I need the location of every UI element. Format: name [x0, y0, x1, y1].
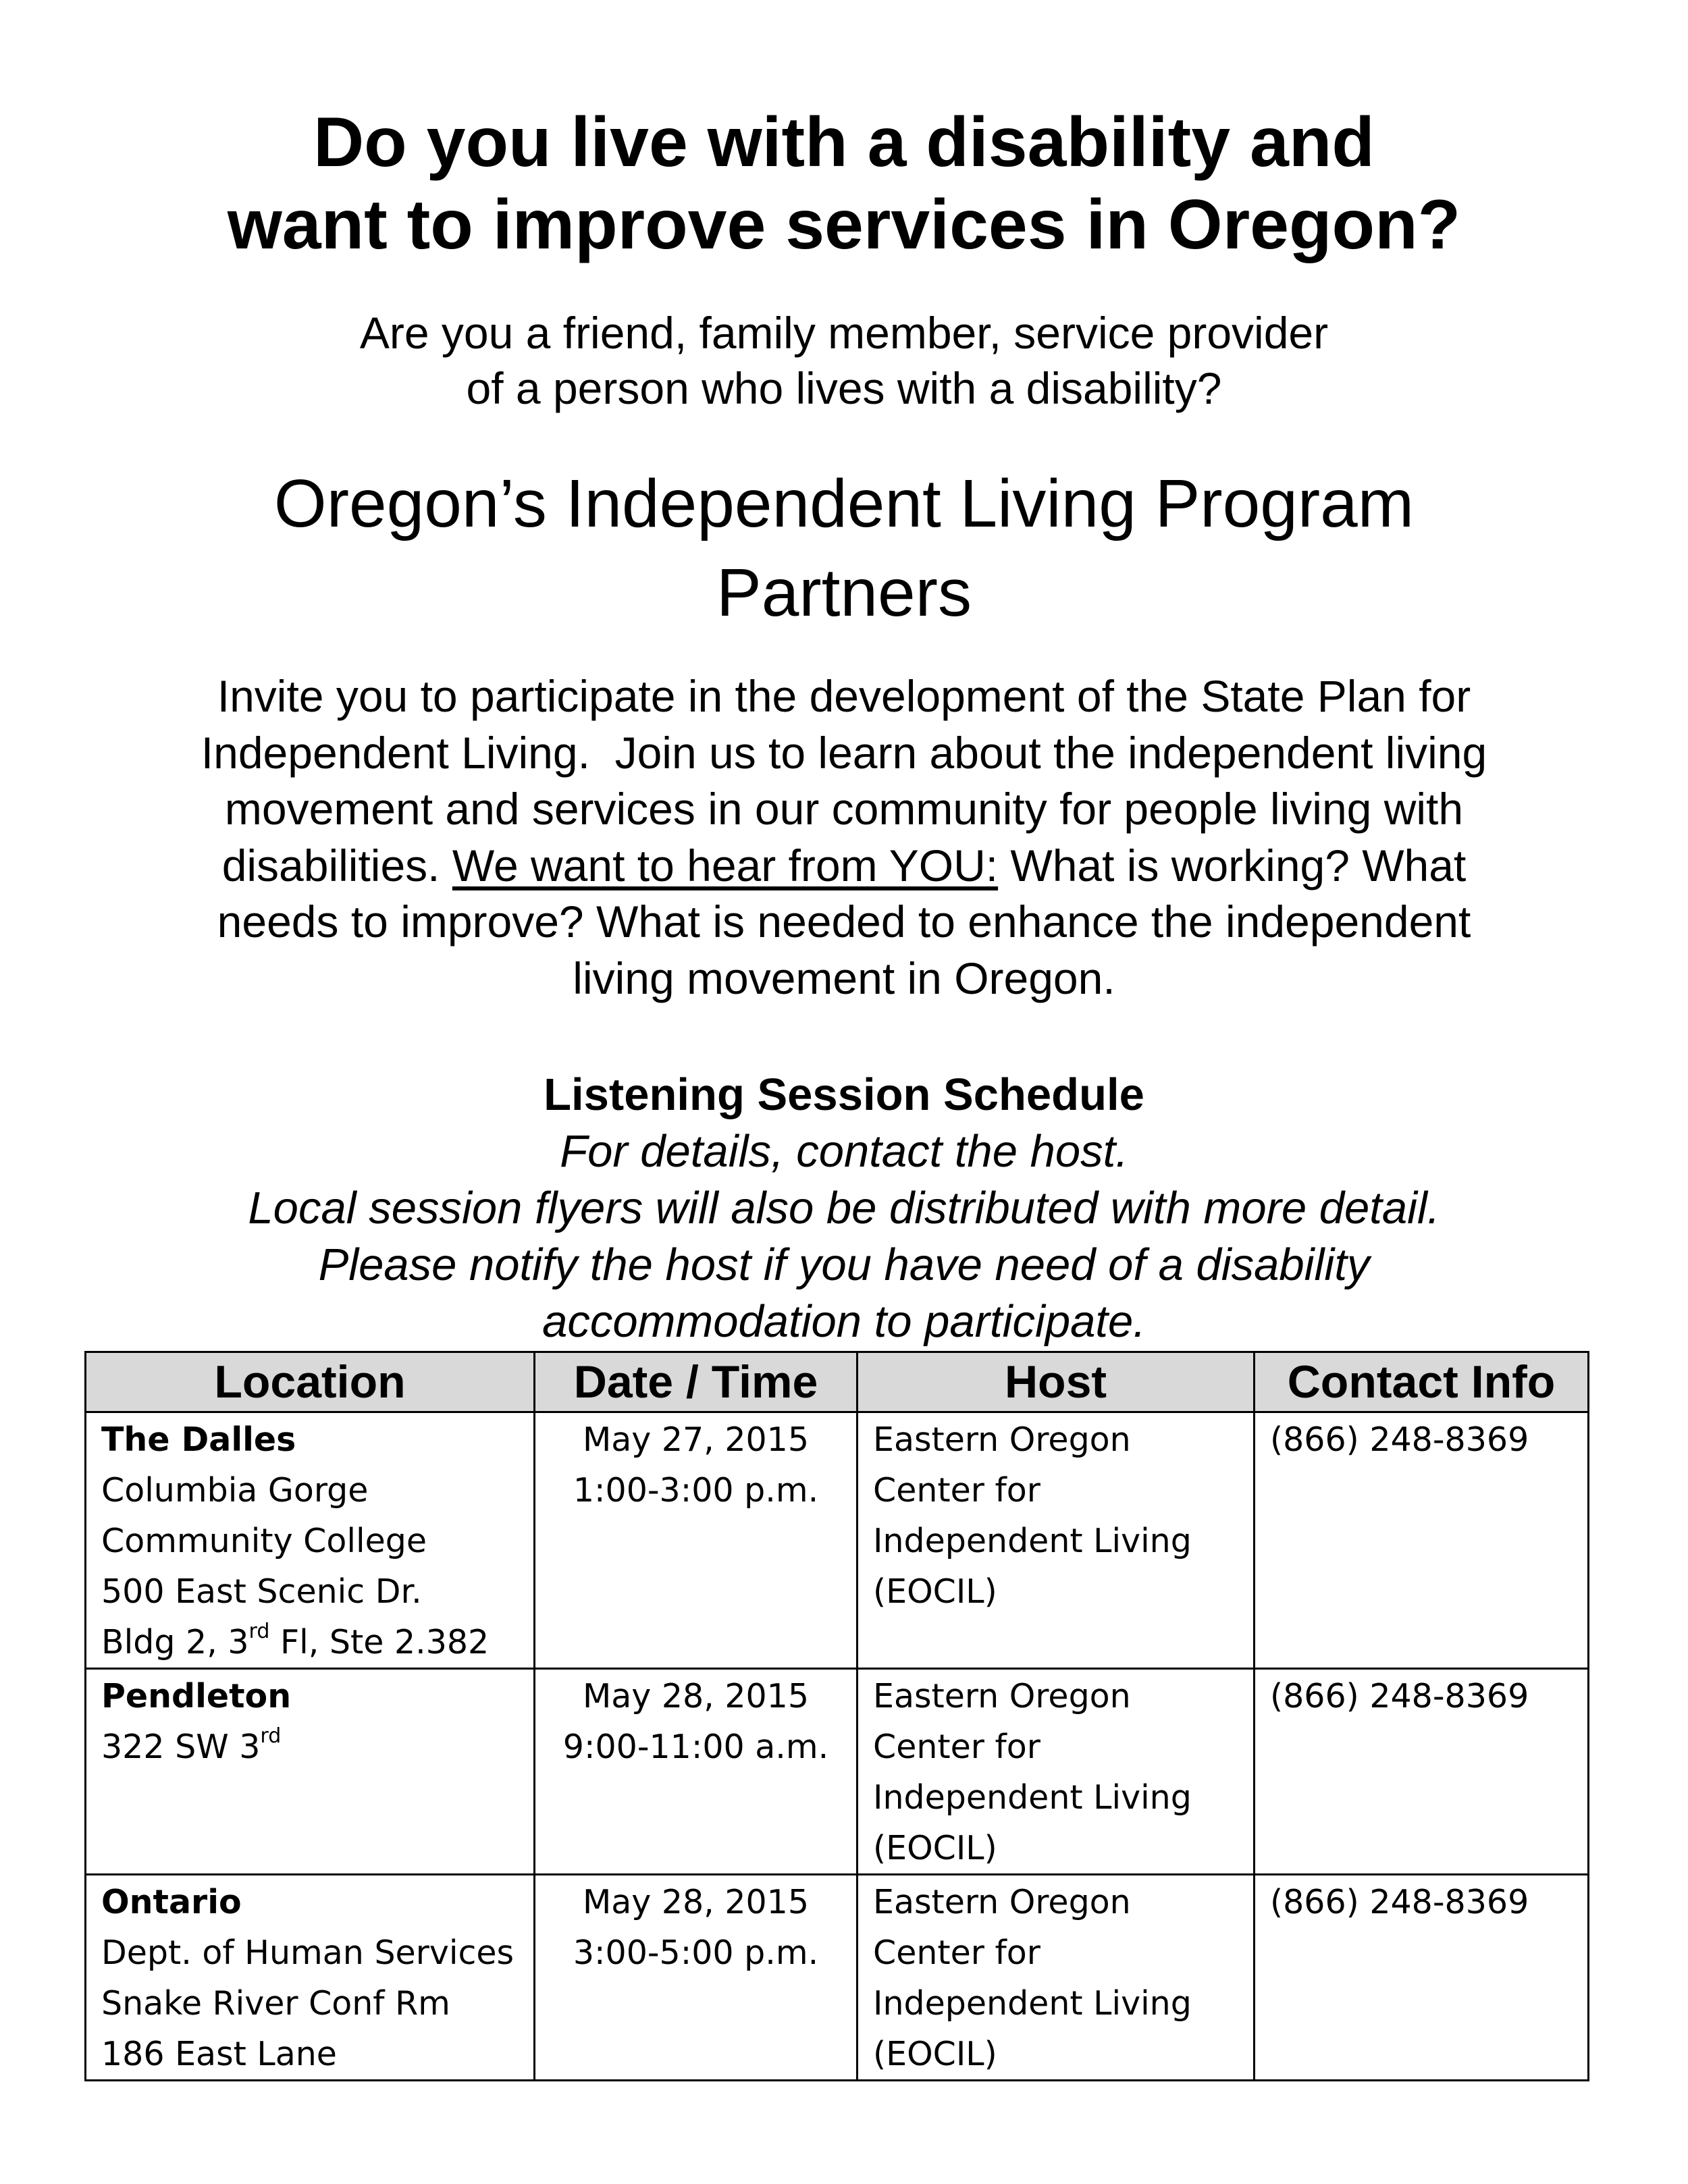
- address-text: Fl, Ste 2.382: [269, 1623, 490, 1661]
- sub-question-line-2: of a person who lives with a disability?: [466, 363, 1222, 413]
- host-line: Center for: [873, 1934, 1040, 1972]
- invitation-line-4: [108, 838, 1580, 895]
- host-line: Center for: [873, 1728, 1040, 1766]
- address-text: 322 SW 3: [101, 1728, 261, 1766]
- location-address-line: Community College: [101, 1522, 427, 1560]
- column-header-date-time: Date / Time: [535, 1352, 858, 1412]
- location-address-line: Columbia Gorge: [101, 1471, 369, 1510]
- schedule-title: Listening Session Schedule: [544, 1069, 1144, 1120]
- ordinal-suffix: rd: [248, 1619, 270, 1643]
- location-city: Ontario: [101, 1883, 242, 1921]
- column-header-contact: Contact Info: [1255, 1352, 1589, 1412]
- ordinal-suffix: rd: [260, 1724, 282, 1748]
- schedule-section: [0, 1067, 1688, 1350]
- table-header-row: [86, 1352, 1589, 1412]
- session-time: 1:00-3:00 p.m.: [573, 1471, 819, 1510]
- host-cell: [858, 1669, 1255, 1875]
- host-line: Independent Living: [873, 1984, 1192, 2023]
- column-header-location: Location: [86, 1352, 535, 1412]
- location-cell: [86, 1669, 535, 1875]
- host-line: (EOCIL): [873, 1829, 997, 1867]
- organization-name: [0, 459, 1688, 637]
- host-line: (EOCIL): [873, 2035, 997, 2073]
- location-city: The Dalles: [101, 1420, 296, 1459]
- invitation-line-4-start: disabilities.: [221, 840, 440, 890]
- invitation-line-1: Invite you to participate in the development of the State Plan for: [217, 671, 1471, 721]
- host-cell: [858, 1412, 1255, 1669]
- invitation-line-6: living movement in Oregon.: [573, 953, 1115, 1003]
- contact-cell: [1255, 1875, 1589, 2081]
- session-date: May 27, 2015: [582, 1420, 810, 1459]
- contact-phone: (866) 248-8369: [1270, 1677, 1529, 1715]
- contact-phone: (866) 248-8369: [1270, 1420, 1529, 1459]
- invitation-paragraph: [108, 668, 1580, 1007]
- invitation-line-5: needs to improve? What is needed to enhance the independent: [217, 897, 1471, 947]
- session-time: 9:00-11:00 a.m.: [562, 1728, 829, 1766]
- location-address-line: Dept. of Human Services: [101, 1934, 515, 1972]
- date-time-cell: [535, 1669, 858, 1875]
- schedule-note-2: Local session flyers will also be distributed with more detail.: [248, 1183, 1440, 1233]
- date-time-cell: [535, 1412, 858, 1669]
- session-time: 3:00-5:00 p.m.: [573, 1934, 819, 1972]
- table-row: [86, 1875, 1589, 2081]
- host-line: Eastern Oregon: [873, 1420, 1131, 1459]
- host-line: Independent Living: [873, 1522, 1192, 1560]
- column-header-host: Host: [858, 1352, 1255, 1412]
- date-time-cell: [535, 1875, 858, 2081]
- host-line: Eastern Oregon: [873, 1883, 1131, 1921]
- host-line: Independent Living: [873, 1778, 1192, 1817]
- headline: [0, 101, 1688, 266]
- address-text: Bldg 2, 3: [101, 1623, 249, 1661]
- session-table: [84, 1351, 1589, 2081]
- location-address-line: [101, 1617, 519, 1668]
- location-address-line: 500 East Scenic Dr.: [101, 1572, 422, 1611]
- organization-name-line-1: Oregon’s Independent Living Program: [273, 466, 1415, 541]
- location-city: Pendleton: [101, 1677, 292, 1715]
- host-cell: [858, 1875, 1255, 2081]
- table-row: [86, 1669, 1589, 1875]
- invitation-line-2: Independent Living. Join us to learn about the independent living: [201, 727, 1487, 778]
- table-row: [86, 1412, 1589, 1669]
- location-cell: [86, 1875, 535, 2081]
- invitation-line-4-end: What is working? What: [1010, 840, 1467, 890]
- schedule-note-4: accommodation to participate.: [542, 1296, 1146, 1347]
- contact-phone: (866) 248-8369: [1270, 1883, 1529, 1921]
- contact-cell: [1255, 1669, 1589, 1875]
- location-address-line: 186 East Lane: [101, 2035, 337, 2073]
- contact-cell: [1255, 1412, 1589, 1669]
- location-address-line: [101, 1722, 519, 1772]
- session-date: May 28, 2015: [582, 1677, 810, 1715]
- sub-question: [0, 305, 1688, 416]
- schedule-note-3: Please notify the host if you have need of a disability: [318, 1240, 1370, 1290]
- organization-name-line-2: Partners: [716, 555, 972, 631]
- invitation-line-3: movement and services in our community for people living with: [224, 784, 1464, 834]
- host-line: (EOCIL): [873, 1572, 997, 1611]
- headline-line-1: Do you live with a disability and: [313, 103, 1375, 182]
- schedule-note-1: For details, contact the host.: [560, 1126, 1128, 1177]
- location-cell: [86, 1412, 535, 1669]
- hear-from-you-emphasis: We want to hear from YOU:: [452, 840, 999, 890]
- sub-question-line-1: Are you a friend, family member, service provider: [359, 308, 1329, 358]
- host-line: Center for: [873, 1471, 1040, 1510]
- host-line: Eastern Oregon: [873, 1677, 1131, 1715]
- location-address-line: Snake River Conf Rm: [101, 1984, 450, 2023]
- session-date: May 28, 2015: [582, 1883, 810, 1921]
- headline-line-2: want to improve services in Oregon?: [227, 186, 1461, 264]
